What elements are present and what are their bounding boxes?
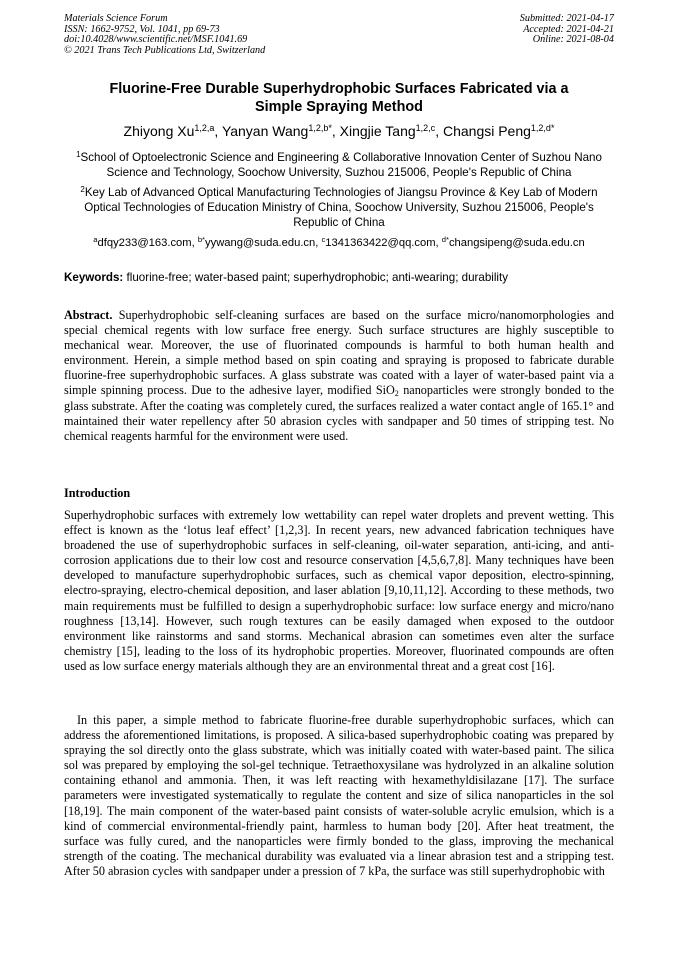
affiliation-mark: 1 — [76, 150, 81, 159]
paper-title — [64, 80, 614, 116]
keywords-label: Keywords: — [64, 271, 124, 284]
abstract-label: Abstract. — [64, 308, 113, 322]
online-date: Online: 2021-08-04 — [532, 34, 614, 46]
subscript: 2 — [394, 389, 399, 399]
submitted-date: Submitted: 2021-04-17 — [519, 13, 614, 24]
email-mark: d* — [441, 235, 449, 244]
email-mark: c — [321, 235, 326, 244]
issn-line: ISSN: 1662-9752, Vol. 1041, pp 69-73 — [64, 23, 220, 35]
keywords — [64, 270, 614, 285]
doi-line[interactable]: doi:10.4028/www.scientific.net/MSF.1041.69 — [64, 34, 248, 46]
copyright-line: © 2021 Trans Tech Publications Ltd, Switzerland — [64, 44, 266, 56]
journal-name: Materials Science Forum — [64, 13, 168, 24]
affiliation-text: School of Optoelectronic Science and Engineering & Collaborative Innovation Center of Suzhou Nano Science and Technology, Soochow University, Suzhou 215006, People's Republic of China — [80, 151, 602, 180]
email-link[interactable]: 1341363422@qq.com, — [325, 237, 442, 249]
intro-paragraph-2: In this paper, a simple method to fabricate fluorine-free durable superhydrophobic surfaces, which can address the aforementioned limitations, is proposed. A silica-based superhydrophobic coating was prepared by spraying the sol directly onto the glass substrate, which was initially coated with water-based paint. The silica sol was prepared by employing the sol-gel technique. Tetraethoxysilane was hydrolyzed in an alkaline solution containing ethanol and ammonia. Then, it was left reacting with hexamethyldisilazane [17]. The surface parameters were investigated systematically to regulate the content and size of silica nanoparticles in the sol [18,19]. The main component of the water-based paint consists of water-soluble acrylic emulsion, which is a kind of commercial environmental-friendly paint, harmless to human body [20]. After heat treatment, the surface was fully cured, and the nanoparticles were firmly bonded to the glass, improving the mechanical strength of the coating. The mechanical durability was evaluated via a linear abrasion test and a stripping test. After 50 abrasion cycles with sandpaper under a pression of 7 kPa, the surface was still superhydrophobic with — [64, 713, 614, 878]
author-affil-mark: 1,2,a — [194, 123, 215, 133]
title-line-2: Simple Spraying Method — [255, 99, 423, 115]
affiliation-1 — [64, 150, 614, 180]
affiliation-mark: 2 — [80, 185, 85, 194]
author-list: Zhiyong Xu$^{1,2,a}$, Yanyan Wang$^{1,2,b*}$, Xingjie Tang$^{1,2,c}$, Changsi Peng$^{1,2,d*}$ — [123, 123, 555, 139]
email-list — [64, 236, 614, 251]
intro-paragraph-1: Superhydrophobic surfaces with extremely low wettability can repel water droplets and prevent wetting. This effect is known as the ‘lotus leaf effect’ [1,2,3]. In recent years, new advanced fabrication techniques have broadened the use of superhydrophobic surfaces in self-cleaning, oil-water separation, anti-icing, and anti-corrosion applications due to their low cost and resource conservation [4,5,6,7,8]. Many techniques have been developed to manufacture superhydrophobic surfaces, such as chemical vapor deposition, electro-spinning, electro-spraying, electro-chemical deposition, and laser ablation [9,10,11,12]. According to these methods, two main requirements must be fulfilled to design a superhydrophobic surface: low surface energy and micro/nano roughness [13,14]. However, such rough textures can be easily damaged when exposed to the outdoor environment like rainstorms and sand storms. Mechanical abrasion can sometimes even alter the surface chemistry [15], leading to the loss of its hydrophobic properties. Moreover, fluorinated compounds are often used as low surface energy materials although they are an environmental threat and a great cost [16]. — [64, 508, 614, 673]
journal-header-left — [64, 14, 265, 56]
affiliation-text: Key Lab of Advanced Optical Manufacturing Technologies of Jiangsu Province & Key Lab of Modern Optical Technologies of Education Ministry of China, Soochow University, Suzhou 215006, People's Republic of China — [84, 186, 598, 230]
section-heading: Introduction — [64, 486, 131, 500]
email-link[interactable]: changsipeng@suda.edu.cn — [448, 237, 585, 249]
abstract — [64, 308, 614, 444]
affiliation-2 — [64, 185, 614, 231]
author-affil-mark: 1,2,d* — [530, 123, 555, 133]
email-mark: b* — [197, 235, 205, 244]
author-name: Xingjie Tang — [339, 123, 416, 139]
author-affil-mark: 1,2,b* — [308, 123, 332, 133]
email-mark: a — [93, 235, 98, 244]
author-affil-mark: 1,2,c — [415, 123, 436, 133]
abstract-text: Superhydrophobic self-cleaning surfaces are based on the surface micro/nanomorphologies and special chemical regents with low surface free energy. Such surface structures are highly susceptible to mechanical wear. Moreover, the use of fluorinated compounds is harmful to both human health and environment. Herein, a simple method based on spin coating and spraying is proposed to fabricate durable fluorine-free superhydrophobic surfaces. A glass substrate was coated with a layer of water-based paint via a simple spinning process. Due to the adhesive layer, modified SiO — [64, 308, 614, 398]
abstract-text-cont: nanoparticles were strongly bonded to the glass substrate. After the coating was completely cured, the surfaces realized a water contact angle of 165.1° and maintained their water repellency after 50 abrasion cycles with sandpaper and 50 times of stripping test. No chemical reagents harmful for the environment were used. — [64, 383, 614, 443]
keywords-text: fluorine-free; water-based paint; superhydrophobic; anti-wearing; durability — [126, 271, 509, 284]
title-line-1: Fluorine-Free Durable Superhydrophobic Surfaces Fabricated via a — [109, 81, 569, 97]
email-link[interactable]: dfqy233@163.com, — [97, 237, 198, 249]
author-name: Yanyan Wang — [221, 123, 309, 139]
author-name: Zhiyong Xu — [123, 123, 195, 139]
author-name: Changsi Peng — [442, 123, 531, 139]
journal-header-right — [520, 14, 614, 46]
accepted-date: Accepted: 2021-04-21 — [523, 23, 614, 35]
email-link[interactable]: yywang@suda.edu.cn, — [205, 237, 322, 249]
